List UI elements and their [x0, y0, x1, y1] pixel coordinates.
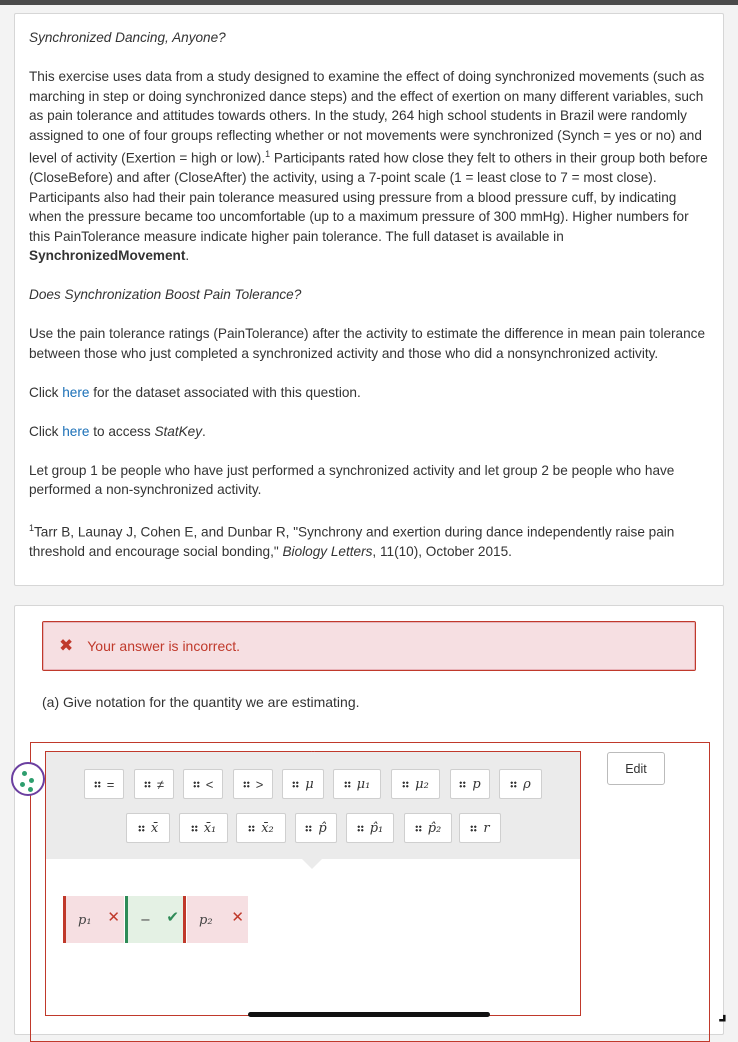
- top-bar: [0, 0, 738, 5]
- grip-icon: [459, 781, 466, 788]
- grip-icon: [94, 781, 101, 788]
- edit-button[interactable]: Edit: [607, 752, 665, 785]
- tile-equals[interactable]: =: [84, 769, 124, 799]
- grip-icon: [415, 825, 422, 832]
- correct-icon: ✔: [166, 909, 179, 926]
- dataset-link-line: Click here for the dataset associated with this question.: [29, 384, 361, 400]
- tile-phat[interactable]: p̂: [295, 813, 337, 843]
- grip-icon: [292, 781, 299, 788]
- error-icon: ✖: [59, 636, 74, 655]
- tile-xbar[interactable]: x̄: [126, 813, 170, 843]
- tile-xbar2[interactable]: x̄₂: [236, 813, 286, 843]
- grip-icon: [510, 781, 517, 788]
- part-a-prompt: (a) Give notation for the quantity we are estimating.: [42, 694, 360, 710]
- incorrect-icon: ✕: [107, 909, 120, 926]
- horizontal-scrollbar[interactable]: [248, 1012, 490, 1017]
- tile-r[interactable]: r: [459, 813, 501, 843]
- drop-slot-2[interactable]: [125, 896, 186, 943]
- dataset-name: SynchronizedMovement: [29, 248, 186, 264]
- intro-paragraph: This exercise uses data from a study designed to examine the effect of doing synchronized movements (such as marching in step or doing synchronized dance steps) and the effect of exertion on many different variables, such as pain tolerance and attitudes towards others. In the study, 264 high school students in Brazil were randomly assigned to one of four groups reflecting whether or not movements were synchronized (Synch = yes or no) and level of activity (Exertion = high or low).$^1$ Participants rated how close they felt to others in their group both before (CloseBefore) and after (CloseAfter) the activity, using a 7-point scale (1 = least close to 7 = most close). Participants also had their pain tolerance measured using pressure from a blood pressure cuff, by indicating when the pressure became too uncomfortable (up to a maximum pressure of 300 mmHg). Higher numbers for this PainTolerance measure indicate higher pain tolerance. The full dataset is available in SynchronizedMovement.: [29, 69, 708, 264]
- grip-icon: [357, 825, 364, 832]
- dataset-link[interactable]: here: [62, 384, 90, 400]
- symbol-palette: [46, 752, 580, 859]
- grip-icon: [248, 825, 255, 832]
- tile-mu[interactable]: μ: [282, 769, 324, 799]
- slot-3-value: p₂: [199, 913, 213, 928]
- resize-handle-icon: ⌟: [718, 1002, 728, 1024]
- answer-card: [14, 605, 724, 1035]
- tile-mu1[interactable]: μ₁: [333, 769, 381, 799]
- tile-mu2[interactable]: μ₂: [391, 769, 440, 799]
- question-title: Synchronized Dancing, Anyone?: [29, 30, 226, 45]
- grip-icon: [305, 825, 312, 832]
- incorrect-alert: [42, 621, 696, 671]
- grip-icon: [402, 781, 409, 788]
- tile-phat2[interactable]: p̂₂: [404, 813, 452, 843]
- task-text: Use the pain tolerance ratings (PainTolerance) after the activity to estimate the difference in mean pain tolerance between those who just completed a synchronized activity and those who did a nonsynchronized activity.: [29, 326, 706, 361]
- tile-not-equal[interactable]: ≠: [134, 769, 174, 799]
- drag-drop-workspace: [45, 751, 581, 1016]
- cookie-settings-icon[interactable]: [11, 762, 45, 796]
- grip-icon: [344, 781, 351, 788]
- incorrect-icon: ✕: [231, 909, 244, 926]
- grip-icon: [470, 825, 477, 832]
- question-subtitle: Does Synchronization Boost Pain Tolerance?: [29, 287, 302, 303]
- groups-text: Let group 1 be people who have just performed a synchronized activity and let group 2 be people who have performed a non-synchronized activity.: [29, 462, 675, 498]
- statkey-link[interactable]: here: [62, 423, 90, 439]
- grip-icon: [144, 781, 151, 788]
- slot-1-value: p₁: [78, 913, 92, 928]
- grip-icon: [138, 825, 145, 832]
- tile-greater-than[interactable]: >: [233, 769, 273, 799]
- grip-icon: [193, 781, 200, 788]
- question-card: [14, 13, 724, 586]
- tile-rho[interactable]: ρ: [499, 769, 542, 799]
- grip-icon: [191, 825, 198, 832]
- tile-p[interactable]: p: [450, 769, 490, 799]
- statkey-link-line: Click here to access StatKey.: [29, 423, 206, 439]
- slot-2-value: −: [140, 913, 151, 928]
- citation: $^1$Tarr B, Launay J, Cohen E, and Dunbar R, "Synchrony and exertion during dance independently raise pain threshold and encourage social bonding," Biology Letters, 11(10), October 2015.: [29, 523, 675, 560]
- drop-slot-3[interactable]: [187, 896, 248, 943]
- palette-pointer: [302, 859, 322, 869]
- tile-xbar1[interactable]: x̄₁: [179, 813, 228, 843]
- grip-icon: [243, 781, 250, 788]
- alert-text: Your answer is incorrect.: [87, 638, 241, 654]
- tile-phat1[interactable]: p̂₁: [346, 813, 394, 843]
- tile-less-than[interactable]: <: [183, 769, 223, 799]
- drop-slot-1[interactable]: [63, 896, 124, 943]
